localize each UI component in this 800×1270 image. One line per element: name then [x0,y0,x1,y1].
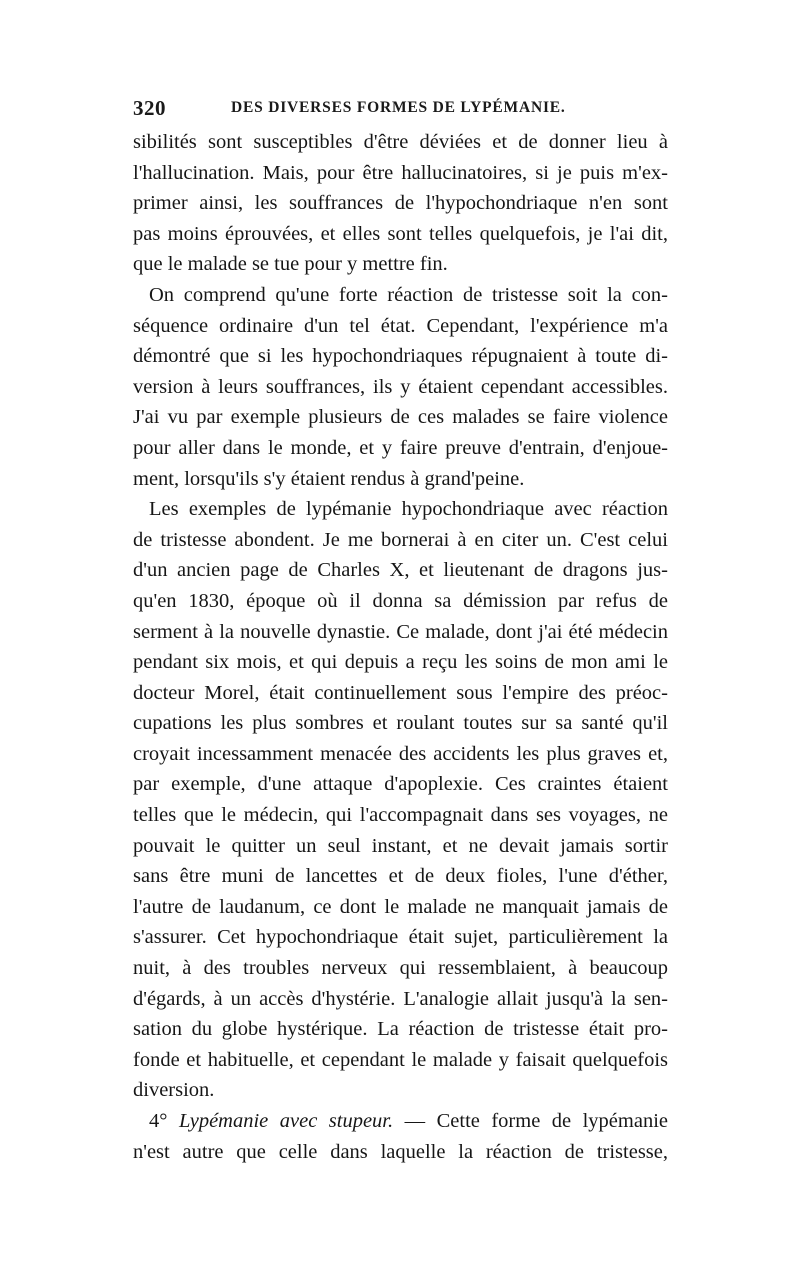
body-text [133,127,668,1167]
text-line: ment, lorsqu'ils s'y étaient rendus à grand'peine. [133,467,525,490]
text-line: diversion. [133,1079,215,1102]
section-number: 4° [149,1110,168,1132]
text-line: pour aller dans le monde, et y faire preuve d'entrain, d'enjoue- [133,436,668,459]
text-line: n'est autre que celle dans laquelle la réaction de tristesse, [133,1140,668,1163]
text-line: serment à la nouvelle dynastie. Ce malade, dont j'ai été médecin [133,620,668,643]
text-line: fonde et habituelle, et cependant le malade y faisait quelquefois [133,1048,668,1071]
text-line: pouvait le quitter un seul instant, et ne devait jamais sortir [133,834,668,857]
text-line: On comprend qu'une forte réaction de tristesse soit la con- [149,283,668,306]
text-line: de tristesse abondent. Je me bornerai à en citer un. C'est celui [133,528,668,551]
section-heading-line [133,1106,668,1137]
section-heading-rest: — Cette forme de lypémanie [404,1110,668,1132]
text-line: sibilités sont susceptibles d'être déviées et de donner lieu à [133,131,668,153]
text-line: nuit, à des troubles nerveux qui ressemblaient, à beaucoup [133,957,668,980]
text-line: sation du globe hystérique. La réaction de tristesse était pro- [133,1018,668,1041]
text-line: d'un ancien page de Charles X, et lieutenant de dragons jus- [133,559,668,582]
text-line: version à leurs souffrances, ils y étaient cependant accessibles. [133,375,668,398]
text-line: pendant six mois, et qui depuis a reçu les soins de mon ami le [133,651,668,674]
text-line: telles que le médecin, qui l'accompagnait dans ses voyages, ne [133,804,668,827]
text-line: d'égards, à un accès d'hystérie. L'analogie allait jusqu'à la sen- [133,987,668,1010]
text-line: Les exemples de lypémanie hypochondriaque avec réaction [149,498,668,521]
page-header [133,96,665,126]
text-line: cupations les plus sombres et roulant toutes sur sa santé qu'il [133,712,668,735]
section-heading: Lypémanie avec stupeur. [178,1110,394,1132]
text-line: docteur Morel, était continuellement sous l'empire des préoc- [133,681,668,704]
text-line: pas moins éprouvées, et elles sont telles quelquefois, je l'ai dit, [133,222,668,245]
text-line: séquence ordinaire d'un tel état. Cependant, l'expérience m'a [133,314,668,337]
text-line: primer ainsi, les souffrances de l'hypochondriaque n'en sont [133,192,668,215]
text-line: sans être muni de lancettes et de deux fioles, l'une d'éther, [133,865,668,888]
text-line: qu'en 1830, époque où il donna sa démission par refus de [133,589,668,612]
text-line: J'ai vu par exemple plusieurs de ces malades se faire violence [133,406,668,429]
text-line: que le malade se tue pour y mettre fin. [133,253,448,276]
text-line: par exemple, d'une attaque d'apoplexie. Ces craintes étaient [133,773,668,796]
text-line: l'hallucination. Mais, pour être hallucinatoires, si je puis m'ex- [133,161,668,184]
text-line: l'autre de laudanum, ce dont le malade ne manquait jamais de [133,895,668,918]
text-line: croyait incessamment menacée des accidents les plus graves et, [133,742,668,765]
text-line: démontré que si les hypochondriaques répugnaient à toute di- [133,345,668,368]
page-number: 320 [133,96,166,120]
running-title: DES DIVERSES FORMES DE LYPÉMANIE. [231,99,566,116]
text-line: s'assurer. Cet hypochondriaque était sujet, particulièrement la [133,926,668,949]
